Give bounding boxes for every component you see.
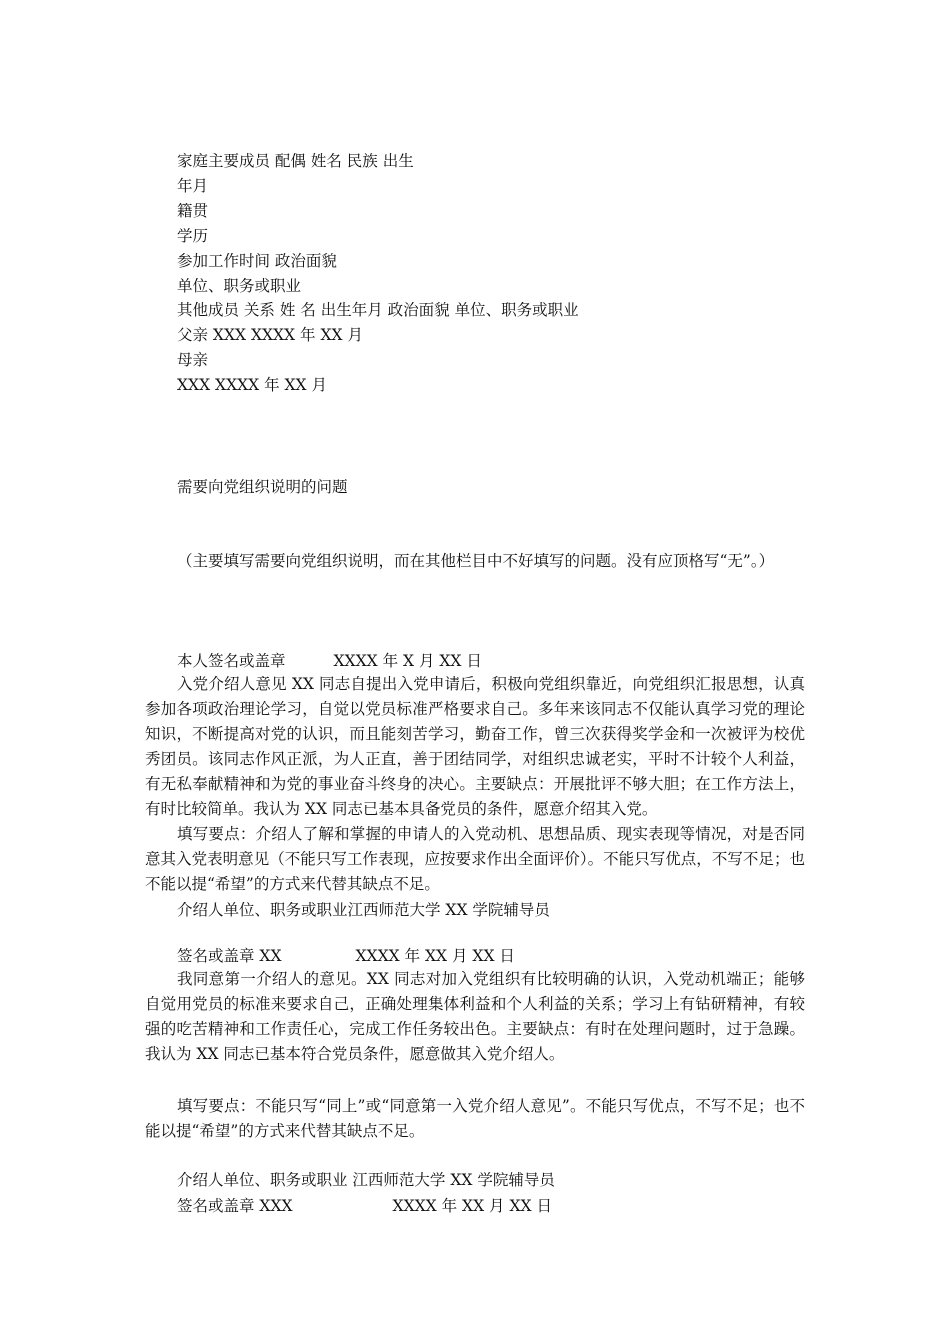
self-sign-line xyxy=(177,651,482,671)
family-line-9: 母亲 xyxy=(177,351,209,369)
introducer1-tips: 填写要点：介绍人了解和掌握的申请人的入党动机、思想品质、现实表现等情况，对是否同意其入党表明意见（不能只写工作表现，应按要求作出全面评价）。不能只写优点，不写不足；也不能以提“希望”的方式来代替其缺点不足。 xyxy=(145,825,805,893)
introducer1-sign-line xyxy=(177,946,515,966)
family-line-8: 父亲 XXX XXXX 年 XX 月 xyxy=(177,326,363,344)
introducer1-sign-date: XXXX 年 XX 月 XX 日 xyxy=(355,947,515,965)
issues-note: （主要填写需要向党组织说明，而在其他栏目中不好填写的问题。没有应顶格写“无”。） xyxy=(177,552,775,570)
introducer1-sign-label: 签名或盖章 XX xyxy=(177,947,282,965)
issues-heading: 需要向党组织说明的问题 xyxy=(177,478,348,496)
family-line-1: 家庭主要成员 配偶 姓名 民族 出生 xyxy=(177,152,414,170)
introducer2-sign-line xyxy=(177,1196,552,1216)
family-line-7: 其他成员 关系 姓 名 出生年月 政治面貌 单位、职务或职业 xyxy=(177,301,579,319)
self-sign-date: XXXX 年 X 月 XX 日 xyxy=(333,652,482,670)
introducer2-sign-label: 签名或盖章 XXX xyxy=(177,1197,293,1215)
family-line-5: 参加工作时间 政治面貌 xyxy=(177,252,337,270)
family-line-6: 单位、职务或职业 xyxy=(177,277,302,295)
family-line-2: 年月 xyxy=(177,177,209,195)
self-sign-label: 本人签名或盖章 xyxy=(177,652,286,670)
introducer2-unit: 介绍人单位、职务或职业 江西师范大学 XX 学院辅导员 xyxy=(177,1171,555,1189)
introducer2-sign-date: XXXX 年 XX 月 XX 日 xyxy=(392,1197,552,1215)
introducer1-opinion: 入党介绍人意见 XX 同志自提出入党申请后，积极向党组织靠近，向党组织汇报思想，认真参加各项政治理论学习，自觉以党员标准严格要求自己。多年来该同志不仅能认真学习党的理论知识，不断提高对党的认识，而且能刻苦学习，勤奋工作，曾三次获得奖学金和一次被评为校优秀团员。该同志作风正派，为人正直，善于团结同学，对组织忠诚老实，平时不计较个人利益，有无私奉献精神和为党的事业奋斗终身的决心。主要缺点：开展批评不够大胆；在工作方法上，有时比较简单。我认为 XX 同志已基本具备党员的条件，愿意介绍其入党。 xyxy=(145,675,805,818)
family-line-10: XXX XXXX 年 XX 月 xyxy=(177,376,328,394)
introducer2-tips: 填写要点：不能只写“同上”或“同意第一入党介绍人意见”。不能只写优点，不写不足；也不能以提“希望”的方式来代替其缺点不足。 xyxy=(145,1097,805,1140)
introducer1-unit: 介绍人单位、职务或职业江西师范大学 XX 学院辅导员 xyxy=(177,901,550,919)
family-line-3: 籍贯 xyxy=(177,202,209,220)
family-line-4: 学历 xyxy=(177,227,209,245)
introducer2-opinion: 我同意第一介绍人的意见。XX 同志对加入党组织有比较明确的认识，入党动机端正；能够自觉用党员的标准来要求自己，正确处理集体利益和个人利益的关系；学习上有钻研精神，有较强的吃苦精神和工作责任心，完成工作任务较出色。主要缺点：有时在处理问题时，过于急躁。我认为 XX 同志已基本符合党员条件，愿意做其入党介绍人。 xyxy=(145,970,805,1063)
